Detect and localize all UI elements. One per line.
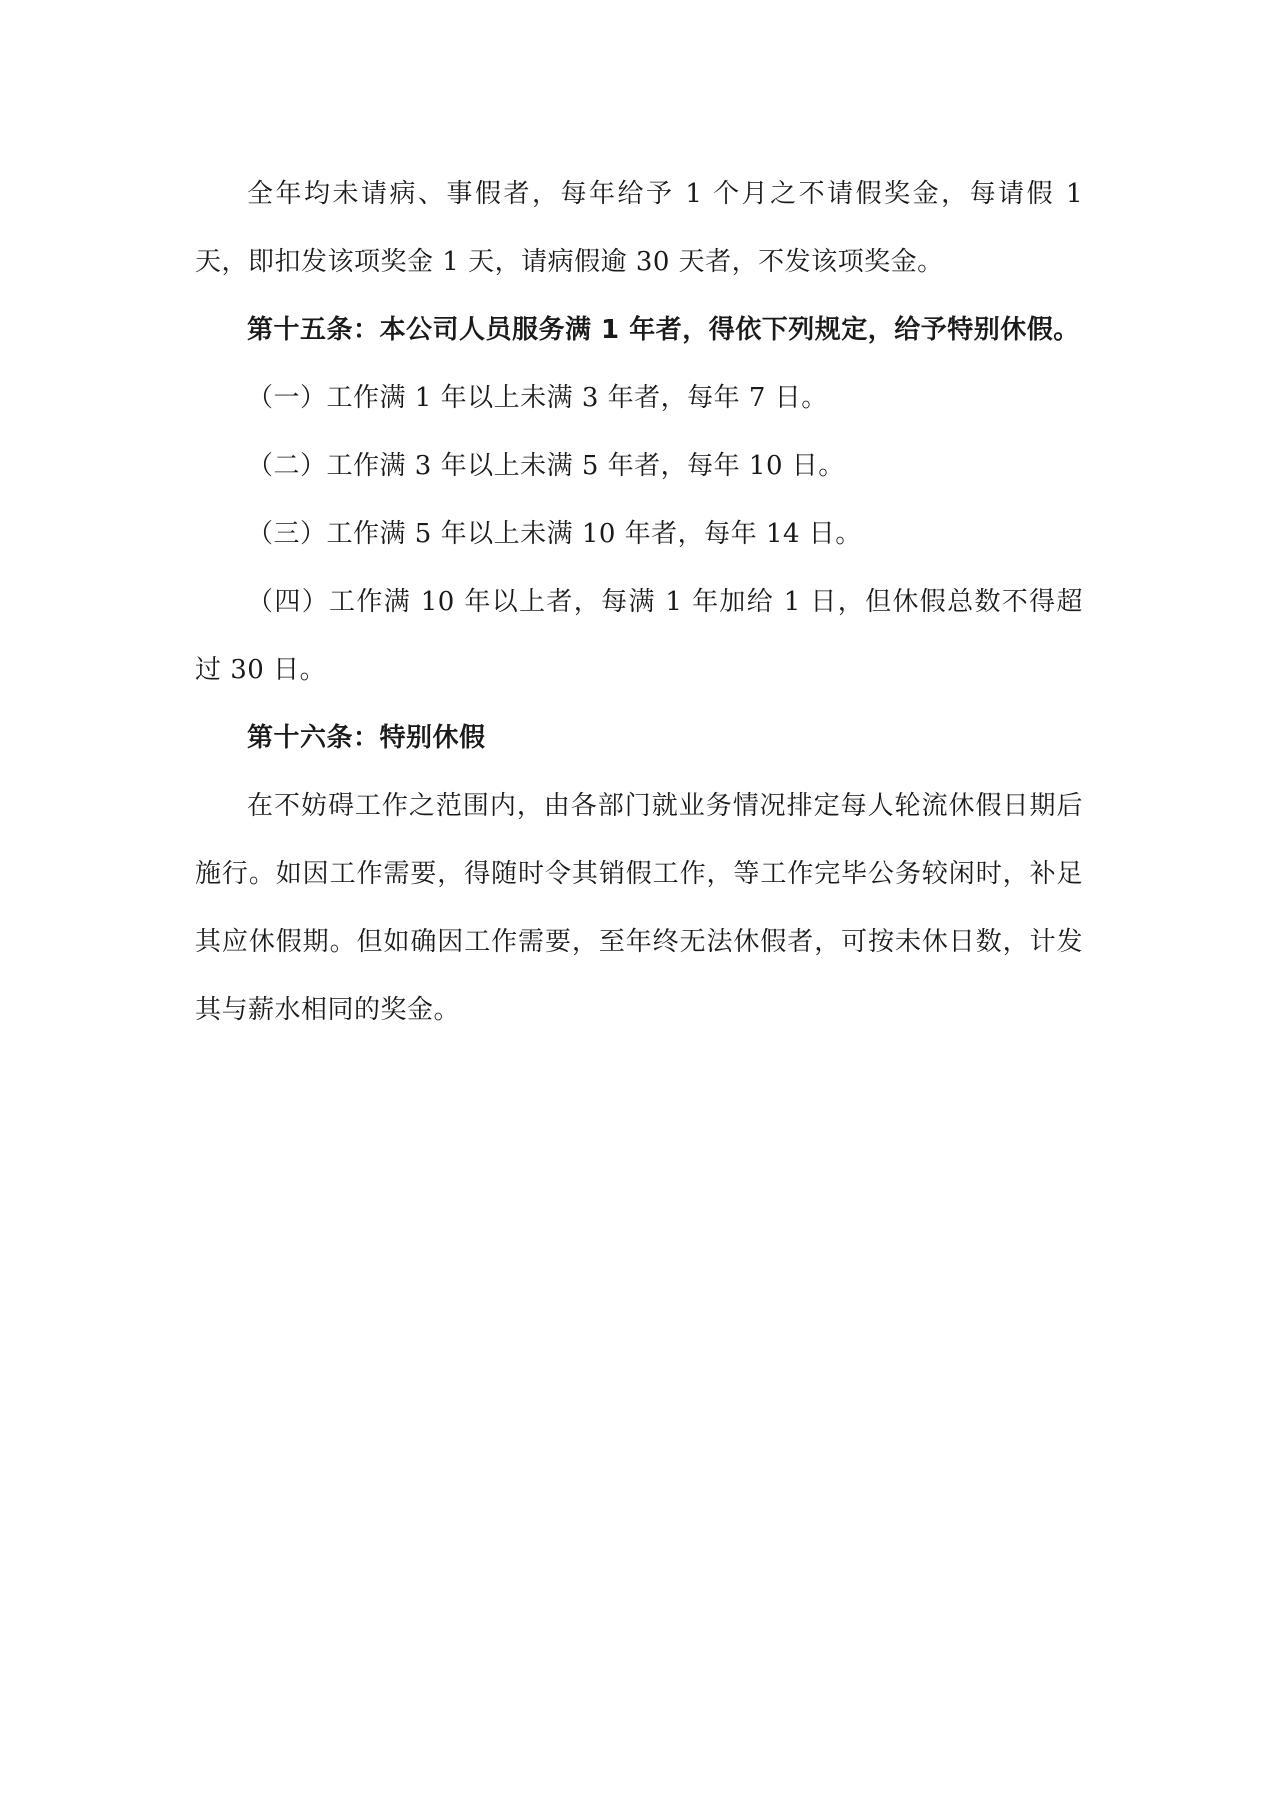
article-15-heading: 第十五条：本公司人员服务满 1 年者，得依下列规定，给予特别休假。 bbox=[247, 315, 1080, 345]
leave-rule-item-4: （四）工作满 10 年以上者，每满 1 年加给 1 日，但休假总数不得超过 30 日。 bbox=[195, 587, 1083, 685]
paragraph-special-leave: 在不妨碍工作之范围内，由各部门就业务情况排定每人轮流休假日期后施行。如因工作需要，得随时令其销假工作，等工作完毕公务较闲时，补足其应休假期。但如确因工作需要，至年终无法休假者，可按未休日数，计发其与薪水相同的奖金。 bbox=[195, 791, 1083, 1025]
article-16-heading: 第十六条：特别休假 bbox=[247, 723, 486, 753]
document-body bbox=[195, 160, 1083, 1044]
leave-rule-item-3: （三）工作满 5 年以上未满 10 年者，每年 14 日。 bbox=[247, 519, 862, 549]
paragraph-bonus-rule: 全年均未请病、事假者，每年给予 1 个月之不请假奖金，每请假 1 天，即扣发该项奖金 1 天，请病假逾 30 天者，不发该项奖金。 bbox=[195, 179, 1083, 277]
leave-rule-item-1: （一）工作满 1 年以上未满 3 年者，每年 7 日。 bbox=[247, 383, 828, 413]
leave-rule-item-2: （二）工作满 3 年以上未满 5 年者，每年 10 日。 bbox=[247, 451, 845, 481]
